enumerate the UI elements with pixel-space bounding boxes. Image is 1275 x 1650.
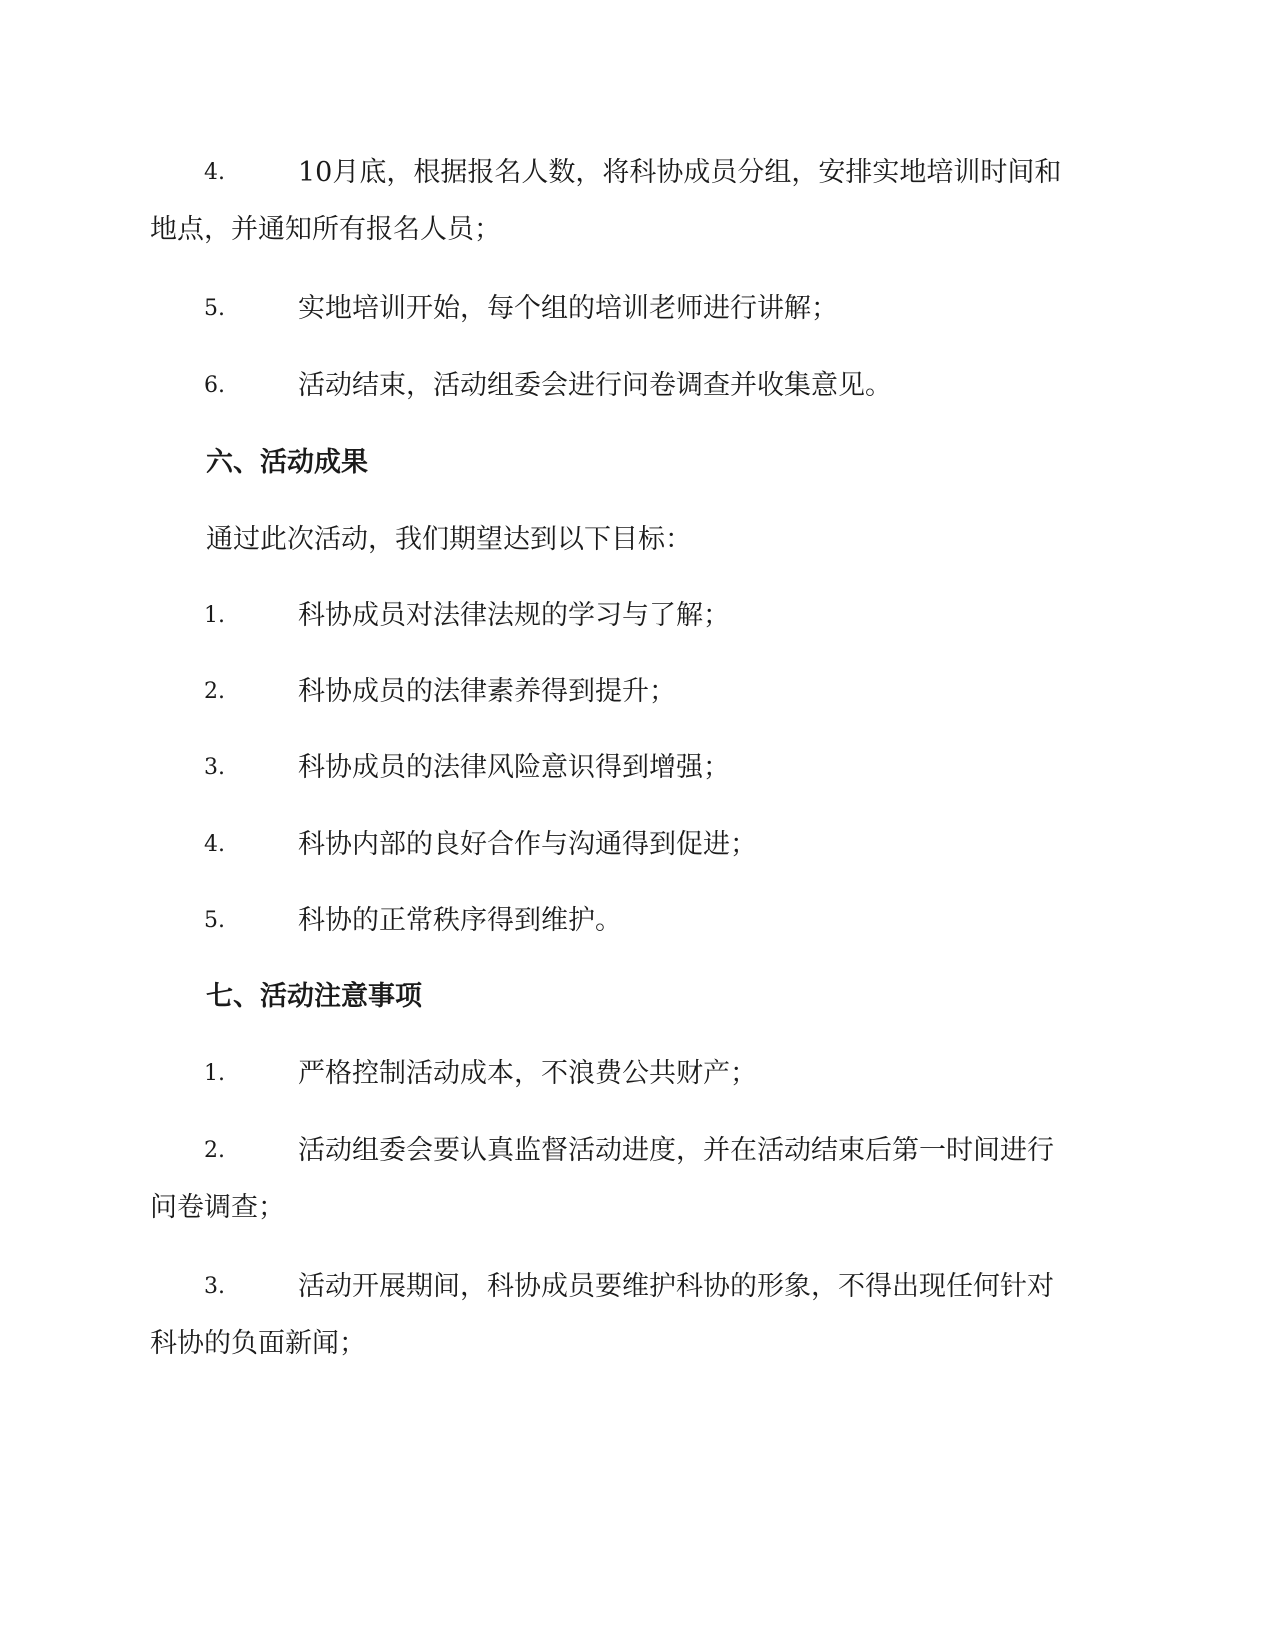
list-number: 2. [204,1138,225,1163]
list-number: 5. [204,908,225,933]
list-number: 4. [204,832,225,857]
list-text: 活动组委会要认真监督活动进度，并在活动结束后第一时间进行 [298,1135,1054,1166]
list-text: 实地培训开始，每个组的培训老师进行讲解； [298,293,838,324]
list-text: 科协的正常秩序得到维护。 [298,905,622,936]
list-text: 科协成员对法律法规的学习与了解； [298,600,730,631]
list-text: 地点，并通知所有报名人员； [150,214,501,245]
list-number: 3. [204,1274,225,1299]
list-text: 科协成员的法律风险意识得到增强； [298,752,730,783]
list-text: 活动开展期间，科协成员要维护科协的形象，不得出现任何针对 [298,1271,1054,1302]
list-text: 科协内部的良好合作与沟通得到促进； [298,829,757,860]
list-number: 1. [204,603,225,628]
list-number: 1. [204,1061,225,1086]
section-heading-text: 六、活动成果 [206,447,368,478]
list-number: 2. [204,679,225,704]
list-text: 10月底，根据报名人数，将科协成员分组，安排实地培训时间和 [298,157,1062,188]
list-number: 5. [204,296,225,321]
section-heading-text: 七、活动注意事项 [206,981,422,1012]
list-text: 科协成员的法律素养得到提升； [298,676,676,707]
list-number: 4. [204,160,225,185]
list-text: 科协的负面新闻； [150,1328,366,1359]
list-number: 6. [204,373,225,398]
list-text: 严格控制活动成本，不浪费公共财产； [298,1058,757,1089]
list-number: 3. [204,755,225,780]
list-text: 活动结束，活动组委会进行问卷调查并收集意见。 [298,370,892,401]
paragraph-text: 通过此次活动，我们期望达到以下目标： [206,524,692,555]
list-text: 问卷调查； [150,1192,285,1223]
